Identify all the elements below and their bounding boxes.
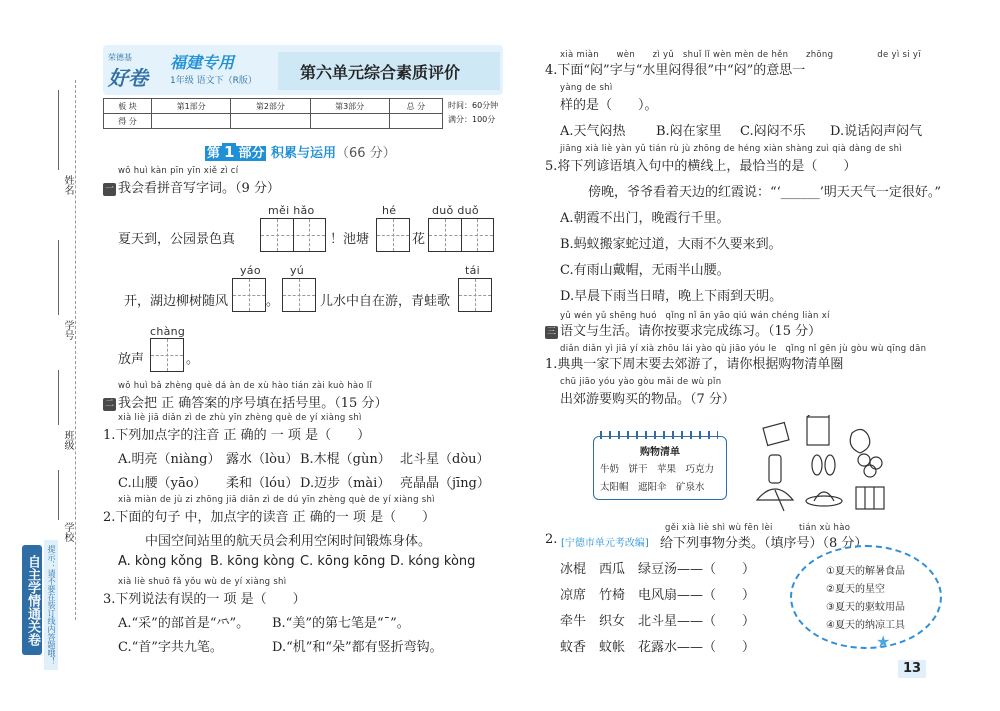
score-table [103, 98, 443, 129]
p-meihao: měi hǎo [268, 204, 315, 217]
q2-sentence: 中国空间站里的航天员会利用空闲时间锻炼身体。 [145, 534, 432, 549]
s1-num: 一 [104, 184, 114, 194]
q3-text: 3.下列说法有误的一 项 是（ ） [103, 592, 306, 607]
classify-item-3[interactable]: 牵牛 织女 北斗星——（ ） [560, 614, 756, 629]
q1-c[interactable]: C.山腰（yāo） [118, 476, 207, 491]
q1-d2: 亮晶晶（jīng） [400, 476, 490, 491]
q3-b[interactable]: B.“美”的第七笔是“ˉ”。 [272, 616, 410, 631]
q2-d[interactable]: D. kóng kòng [390, 554, 476, 569]
score-cell-2[interactable] [231, 114, 310, 129]
write-box-tai[interactable] [458, 278, 492, 312]
part1-suffix: 部分 [238, 146, 265, 161]
milk-icon [807, 415, 829, 445]
s1-pinyin: wǒ huì kàn pīn yīn xiě zì cí [118, 166, 239, 176]
chocolate-icon [856, 487, 884, 509]
page-number: 13 [898, 660, 926, 678]
s2-num: 二 [104, 399, 114, 409]
s1-line2b: 。 [266, 294, 280, 309]
oranges-icon [858, 454, 882, 477]
time-label: 时间：60分钟 [448, 101, 499, 110]
r4-c[interactable]: C.闷闷不乐 [740, 124, 806, 139]
score-row-label: 得 分 [104, 114, 152, 129]
shopping-list-card [593, 436, 727, 500]
score-h4: 第3部分 [310, 99, 389, 114]
p-yao: yáo [240, 264, 261, 277]
option-2: ②夏天的星空 [826, 584, 885, 595]
id-field[interactable] [58, 240, 60, 315]
write-box-chang[interactable] [150, 338, 184, 372]
score-cell-3[interactable] [310, 114, 389, 129]
write-box-meihao[interactable] [260, 218, 326, 252]
q2-a[interactable]: A. kòng kǒng [118, 554, 203, 569]
r5-text: 5.将下列谚语填入句中的横线上，最恰当的是（ ） [545, 159, 857, 174]
score-h1: 板 块 [104, 99, 152, 114]
s1-line1b: ！池塘 [330, 232, 370, 247]
options-oval [790, 545, 942, 649]
r4-pinyin2: yàng de shì [560, 83, 613, 93]
part1-title: 积累与运用 [271, 146, 337, 161]
s2-pinyin: wǒ huì bǎ zhèng què dá àn de xù hào tián zài kuò hào lǐ [118, 381, 373, 391]
bottle-icon [769, 455, 781, 483]
sunhat-icon [806, 492, 842, 506]
write-box-yu[interactable] [282, 278, 316, 312]
q2-text: 2.下面的句子 中，加点字的读音 正 确的一 项 是（ ） [103, 510, 436, 525]
option-1: ①夏天的解暑食品 [826, 566, 905, 577]
s1-line2a: 开，湖边柳树随风 [124, 294, 229, 309]
edition-label: 1年级 语文下（R版） [170, 76, 257, 86]
s1-line3a: 放声 [118, 352, 145, 367]
brand-text: 荣德基 [108, 53, 132, 62]
shopping-list-row1: 牛奶 饼干 苹果 巧克力 [600, 464, 715, 475]
p-tai: tái [465, 264, 481, 277]
r4-text: 4.下面“闷”字与“水里闷得很”中“闷”的意思一 [545, 63, 806, 78]
spiral-binding [600, 431, 718, 439]
s3-q2-num: 2. [545, 532, 558, 547]
p-he: hé [382, 204, 397, 217]
q3-d[interactable]: D.“机”和“朵”都有竖折弯钩。 [272, 640, 443, 655]
r4-d[interactable]: D.说话闷声闷气 [830, 124, 923, 139]
binding-strip [0, 0, 100, 711]
score-h3: 第2部分 [231, 99, 310, 114]
slippers-icon [812, 455, 835, 475]
r5-a[interactable]: A.朝霞不出门，晚霞行千里。 [560, 211, 730, 226]
s2-heading [103, 392, 387, 411]
s3-text: 语文与生活。请你按要求完成练习。（15 分） [560, 324, 822, 339]
s1-text: 我会看拼音写字词。（9 分） [118, 181, 280, 196]
s1-line1c: 花 [412, 232, 426, 247]
school-label: 学校 [62, 522, 73, 542]
r4-a[interactable]: A.天气闷热 [560, 124, 626, 139]
classify-item-4[interactable]: 蚊香 蚊帐 花露水——（ ） [560, 640, 756, 655]
s3-pinyin: yǔ wén yǔ shēng huó qǐng nǐ ān yāo qiú wán chéng liàn xí [560, 311, 830, 321]
brand-logo: 好卷 [108, 66, 148, 90]
score-h5: 总 分 [389, 99, 442, 114]
s1-line1a: 夏天到，公园景色真 [118, 232, 236, 247]
badge-fujian: 福建专用 [170, 53, 235, 72]
r5-d[interactable]: D.早晨下雨当日晴，晚上下雨到天明。 [560, 289, 783, 304]
r4-pinyin: xià miàn wèn zì yǔ shuǐ lǐ wèn mèn de hěn zhōng de yì si yī [560, 50, 921, 60]
apple-icon [850, 429, 870, 453]
shopping-list-row2: 太阳帽 遮阳伞 矿泉水 [600, 482, 705, 493]
classify-item-1[interactable]: 冰棍 西瓜 绿豆汤——（ ） [560, 562, 756, 577]
biscuit-icon [763, 422, 789, 445]
binding-banner: 自主学情通关卷 [22, 545, 42, 655]
umbrella-icon [757, 489, 793, 511]
p-chang: chàng [150, 325, 186, 338]
q3-pinyin: xià liè shuō fǎ yǒu wù de yí xiàng shì [118, 577, 287, 587]
items-illustration [752, 415, 892, 515]
part1-heading [205, 142, 396, 161]
q3-c[interactable]: C.“首”字共九笔。 [118, 640, 223, 655]
s1-heading [103, 177, 280, 196]
s3-q2-tag: [宁德市单元考改编] [561, 538, 649, 549]
id-label: 学号 [62, 320, 73, 340]
school-field[interactable] [58, 470, 60, 520]
s3-q2-pinyin: gěi xià liè shì wù fēn lèi tián xù hào [665, 523, 851, 533]
binding-hint: 提示：请不要在装订线内答题哦！ [44, 540, 58, 670]
part1-score: （66 分） [336, 146, 396, 161]
part1-prefix: 第 [207, 146, 221, 161]
s1-line3b: 。 [186, 352, 200, 367]
q1-b2: 北斗星（dòu） [400, 452, 490, 467]
q3-a[interactable]: A.“采”的部首是“⺤”。 [118, 616, 250, 631]
r4-b[interactable]: B.闷在家里 [656, 124, 722, 139]
class-field[interactable] [58, 370, 60, 425]
s3-q1b: 出郊游要购买的物品。（7 分） [560, 392, 735, 407]
write-box-duoduo[interactable] [428, 218, 494, 252]
page-title: 第六单元综合素质评价 [300, 63, 461, 82]
name-label: 姓名 [62, 175, 73, 195]
r5-b[interactable]: B.蚂蚁搬家蛇过道，大雨不久要来到。 [560, 237, 782, 252]
s3-q1: 1.典典一家下周末要去郊游了，请你根据购物清单圈 [545, 357, 844, 372]
q2-c[interactable]: C. kōng kōng [300, 554, 386, 569]
s3-q2-text: 给下列事物分类。（填序号）（8 分） [660, 536, 868, 551]
q1-d[interactable]: D.迈步（mài） [300, 476, 391, 491]
q1-text: 1.下列加点字的注音 正 确的 一 项 是（ ） [103, 428, 371, 443]
score-cell-total[interactable] [389, 114, 442, 129]
s3-q1-pinyin: diǎn diǎn yì jiā yí xià zhōu lái yào qù jiāo yóu le qǐng nǐ gēn jù gòu wù qīng dān [560, 344, 927, 354]
s3-num: 三 [546, 327, 556, 337]
score-cell-1[interactable] [152, 114, 231, 129]
r5-c[interactable]: C.有雨山戴帽，无雨半山腰。 [560, 263, 730, 278]
q1-pinyin: xià liè jiā diǎn zì de zhù yīn zhèng què de yí xiàng shì [118, 413, 362, 423]
full-score-label: 满分：100分 [448, 115, 496, 124]
s1-line2c: 儿水中自在游，青蛙歌 [320, 294, 451, 309]
part1-num: 1 [224, 143, 235, 161]
shopping-list-title: 购物清单 [640, 447, 680, 458]
name-field[interactable] [58, 90, 60, 170]
classify-item-2[interactable]: 凉席 竹椅 电风扇——（ ） [560, 588, 756, 603]
p-duoduo: duǒ duǒ [432, 204, 479, 217]
r5-pinyin: jiāng xià liè yàn yǔ tián rù jù zhōng de héng xiàn shàng zuì qià dàng de shì [560, 144, 902, 154]
s3-heading [545, 320, 821, 339]
score-h2: 第1部分 [152, 99, 231, 114]
option-4: ④夏天的纳凉工具 [826, 620, 905, 631]
star-icon: ★ [876, 632, 891, 651]
s3-q1-pinyin2: chū jiāo yóu yào gòu mǎi de wù pǐn [560, 377, 722, 387]
q1-a[interactable]: A.明亮（niàng） [118, 452, 221, 467]
r5-sentence: 傍晚，爷爷看着天边的红霞说：“‘______’明天天气一定很好。” [588, 185, 942, 200]
q1-c2: 柔和（lóu） [226, 476, 299, 491]
p-yu: yú [290, 264, 305, 277]
option-3: ③夏天的驱蚊用品 [826, 602, 905, 613]
s2-text: 我会把 正 确答案的序号填在括号里。（15 分） [118, 396, 388, 411]
class-label: 班级 [62, 430, 73, 450]
binding-line [75, 80, 76, 620]
q1-a2: 露水（lòu） [226, 452, 299, 467]
r4-text2: 样的是（ ）。 [560, 98, 658, 113]
q2-b[interactable]: B. kōng kòng [210, 554, 295, 569]
write-box-he[interactable] [376, 218, 410, 252]
write-box-yao[interactable] [232, 278, 266, 312]
q2-pinyin: xià miàn de jù zi zhōng jiā diǎn zì de dú yīn zhèng què de yí xiàng shì [118, 495, 435, 505]
q1-b[interactable]: B.木棍（gùn） [300, 452, 391, 467]
